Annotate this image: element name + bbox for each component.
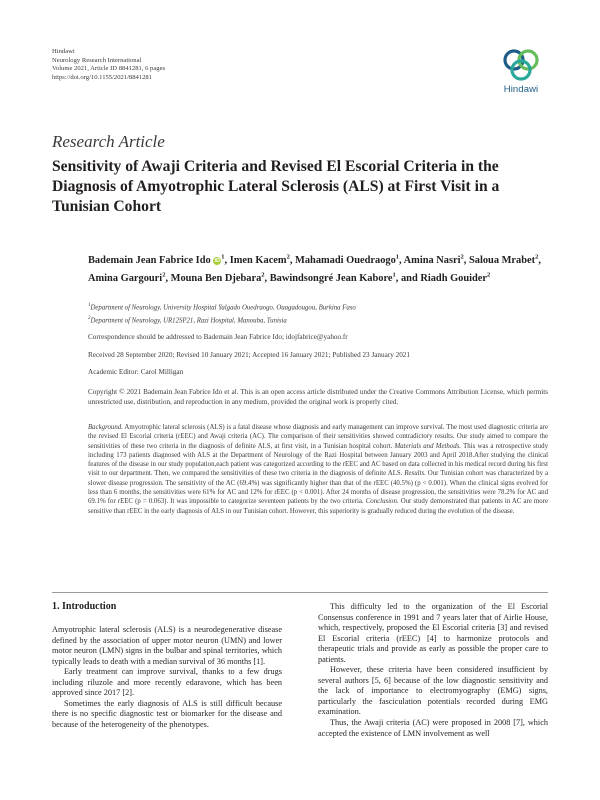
author-name: Amina Gargouri — [88, 272, 163, 284]
publisher-name: Hindawi — [52, 48, 75, 55]
author-name: Mouna Ben Djebara — [170, 272, 262, 284]
author-affiliation-number: 2 — [460, 254, 464, 261]
abstract-background: Amyotrophic lateral sclerosis (ALS) is a fatal disease whose diagnosis and early management can improve survival. The most used diagnostic criteria are the revised El Escorial criteria (rEEC) and Awaji criteria (AC). The comparison of their sensitivities showed contradictory results. Our study aimed to compare the sensitivities of these two criteria in the diagnosis of definite ALS, at first visit, in a Tunisian hospital cohort. — [88, 424, 548, 450]
author-name: Bawindsongré Jean Kabore — [269, 272, 393, 284]
copyright-notice: Copyright © 2021 Bademain Jean Fabrice Ido et al. This is an open access article distributed under the Creative Commons Attribution License, which permits unrestricted use, distribution, and reproduction in any medium, provided the original work is properly cited. — [88, 388, 548, 406]
body-paragraph: This difficulty led to the organization of the El Escorial Consensus conference in 1991 and 7 years later that of Airlie House, which, respectively, proposed the El Escorial criteria [3] and revised El Escorial criteria (rEEC) [4] to harmonize protocols and therapeutic trials and provide as early as possible the proper care to patients. — [318, 602, 548, 664]
abstract-conclusion: Our study demonstrated that patients in AC are more sensitive than rEEC in the early diagnosis of ALS in our Tunisian cohort. However, this superiority is gradually reduced during the evolution of the disease. — [88, 498, 548, 515]
article-type: Research Article — [52, 132, 165, 151]
affiliations — [88, 300, 548, 327]
author-entry: Amina Nasri$^2$, — [403, 254, 469, 267]
author-entry: and Riadh Gouider$^2$ — [400, 271, 491, 284]
abstract-results-label: Results. — [404, 470, 426, 478]
author-affiliation-number: 2 — [535, 254, 539, 261]
volume-line: Volume 2021, Article ID 8841281, 6 pages — [52, 65, 166, 73]
publication-dates: Received 28 September 2020; Revised 10 January 2021; Accepted 16 January 2021; Published 23 January 2021 — [88, 351, 410, 359]
body-paragraph: Early treatment can improve survival, thanks to a few drugs including riluzole and more recently edaravone, which has been approved since 2017 [2]. — [52, 667, 282, 698]
affiliation-1: $^1$Department of Neurology, University Hospital Yalgado Ouedraogo, Ouagadougou, Burkina Faso — [88, 303, 356, 312]
correspondence: Correspondence should be addressed to Bademain Jean Fabrice Ido; idojfabrice@yahoo.fr — [88, 333, 348, 341]
body-column-left — [52, 602, 282, 730]
hindawi-logo — [496, 47, 546, 103]
abstract — [88, 423, 548, 516]
author-entry: Imen Kacem$^2$, — [229, 254, 296, 267]
abstract-methods-label: Materials and Methods. — [394, 442, 462, 450]
author-list — [88, 251, 548, 286]
author-affiliation-number: 1 — [221, 254, 225, 261]
author-affiliation-number: 1 — [395, 254, 400, 261]
author-affiliation-number: 1 — [392, 271, 396, 279]
section-divider — [52, 592, 548, 593]
author-entry: Bademain Jean Fabrice Ido $iD^1$, — [88, 254, 230, 267]
hindawi-logo-icon — [500, 47, 542, 83]
journal-name: Neurology Research International — [52, 56, 142, 64]
author-name: Imen Kacem — [229, 255, 287, 267]
author-name: Mahamadi Ouedraogo — [295, 255, 396, 267]
abstract-conclusion-label: Conclusion. — [365, 498, 399, 506]
body-column-right — [318, 602, 548, 739]
body-paragraph: Sometimes the early diagnosis of ALS is still difficult because there is no specific diagnostic test or biomarker for the disease and because of the heterogeneity of the phenotypes. — [52, 698, 282, 729]
author-name: Bademain Jean Fabrice Ido — [88, 255, 211, 267]
author-entry: Bawindsongré Jean Kabore$^1$, — [269, 271, 401, 284]
author-affiliation-number: 2 — [286, 254, 290, 261]
abstract-methods: This was a retrospective study including 173 patients diagnosed with ALS at the Department of Neurology of the Razi Hospital between January 2003 and April 2018.After studying the clinical features of the disease in our study population,each patient was categorized according to the rEEC and AC based on data collected in his medical record during his first visit to our department. Then, we compared the sensitivities of these two criteria in the diagnosis of definite ALS. — [88, 442, 548, 478]
doi-link[interactable]: https://doi.org/10.1155/2021/8841281 — [52, 73, 153, 81]
author-entry: Mahamadi Ouedraogo$^1$, — [295, 254, 404, 267]
author-affiliation-number: 2 — [487, 271, 491, 279]
logo-wordmark: Hindawi — [503, 84, 539, 95]
body-paragraph: Thus, the Awaji criteria (AC) were proposed in 2008 [7], which accepted the existence of LMN involvement as well — [318, 718, 548, 738]
orcid-icon[interactable]: iD — [214, 258, 221, 265]
author-affiliation-number: 2 — [261, 271, 265, 279]
abstract-results: Our Tunisian cohort was characterized by a slower disease progression. The sensitivity of the AC (69.4%) was significantly higher than that of the rEEC (40.5%) (p < 0.001). When the clinical signs evolved for less than 6 months, the sensitivities were 61% for AC and 12% for rEEC (p < 0.001). After 24 months of disease progression, the sensitivities were 78.2% for AC and 69.1% for rEEC (p = 0.063). It was impossible to categorize seventeen patients by the two criteria. — [88, 470, 548, 506]
article-title: Sensitivity of Awaji Criteria and Revised El Escorial Criteria in the Diagnosis of Amyotrophic Lateral Sclerosis (ALS) at First Visit in a Tunisian Cohort — [52, 158, 500, 215]
author-name: Amina Nasri — [403, 255, 461, 267]
author-entry: Mouna Ben Djebara$^2$, — [170, 271, 270, 284]
author-entry: Amina Gargouri$^2$, — [88, 271, 171, 284]
abstract-background-label: Background. — [88, 424, 123, 431]
author-affiliation-number: 2 — [162, 271, 166, 279]
affiliation-2: $^2$Department of Neurology, UR12SP21, Razi Hospital, Manouba, Tunisia — [88, 316, 287, 325]
body-paragraph: Amyotrophic lateral sclerosis (ALS) is a neurodegenerative disease defined by the association of upper motor neuron (UMN) and lower motor neuron (LMN) signs in the bulbar and spinal territories, which typically leads to death with a median survival of 36 months [1]. — [52, 625, 282, 666]
journal-info — [52, 48, 165, 82]
intro-heading: 1. Introduction — [52, 601, 117, 612]
author-name: Saloua Mrabet — [468, 255, 536, 267]
author-entry: Saloua Mrabet$^2$, — [468, 254, 541, 267]
body-paragraph: However, these criteria have been considered insufficient by several authors [5, 6] because of the low diagnostic sensitivity and the lack of importance to electromyography (EMG) signs, particularly the fasciculation potentials recorded during EMG examination. — [318, 665, 548, 717]
academic-editor: Academic Editor: Carol Milligan — [88, 368, 184, 376]
author-name: Riadh Gouider — [420, 272, 488, 284]
